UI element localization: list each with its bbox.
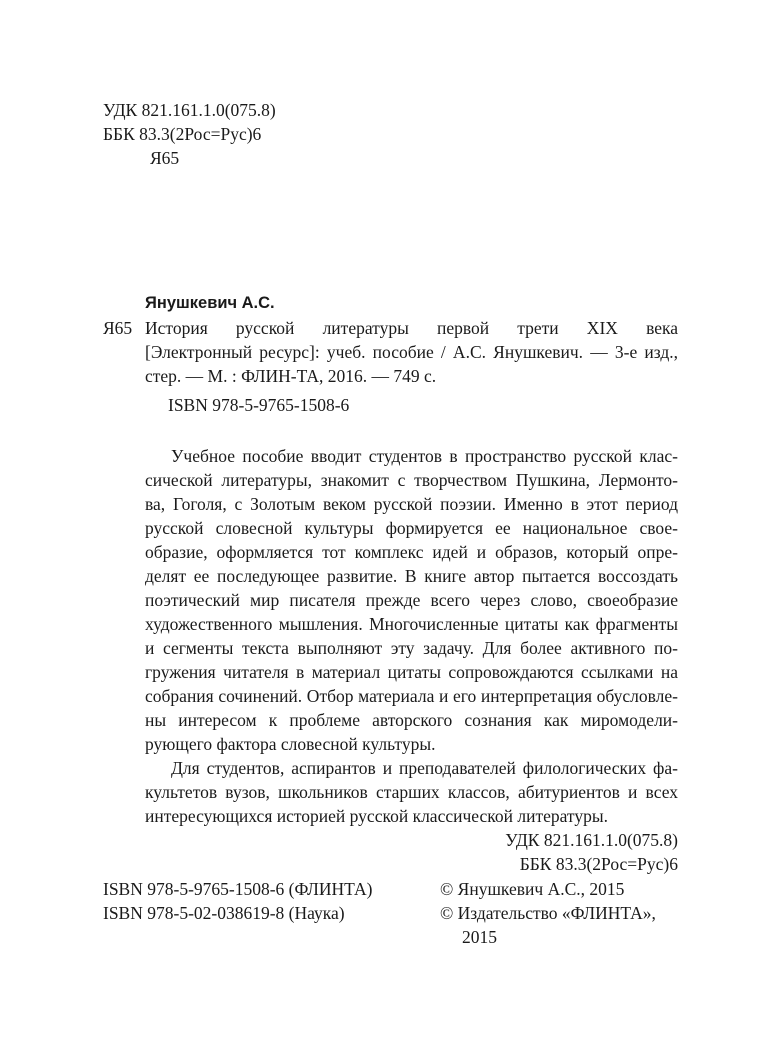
abstract-line: сической литературы, знакомит с творчеством Пушкина, Лермонто-	[145, 470, 678, 490]
abstract-line: делят ее последующее развитие. В книге автор пытается воссоздать	[145, 566, 678, 586]
abstract-line: русской словесной культуры формируется ее национальное свое-	[145, 518, 678, 538]
card-imprint-line: стер. — М. : ФЛИН-ТА, 2016. — 749 с.	[145, 366, 437, 386]
abstract-line: поэтический мир писателя прежде всего через слово, своеобразие	[145, 590, 678, 610]
card-isbn: ISBN 978-5-9765-1508-6	[168, 395, 350, 415]
author-mark-header: Я65	[150, 148, 180, 168]
card-author: Янушкевич А.С.	[145, 294, 275, 312]
bbk-header: ББК 83.3(2Рос=Рус)6	[103, 124, 262, 144]
audience-line: культетов вузов, школьников старших классов, абитуриентов и всех	[145, 782, 678, 802]
abstract-line: рующего фактора словесной культуры.	[145, 734, 436, 754]
copyright-publisher: © Издательство «ФЛИНТА»,	[440, 903, 656, 923]
card-author-mark: Я65	[103, 318, 133, 338]
audience-line: интересующихся историей русской классической литературы.	[145, 806, 608, 826]
isbn-flinta: ISBN 978-5-9765-1508-6 (ФЛИНТА)	[103, 879, 373, 899]
copyright-author: © Янушкевич А.С., 2015	[440, 879, 625, 899]
abstract	[145, 444, 678, 828]
udk-footer-code: УДК 821.161.1.0(075.8)	[505, 830, 678, 850]
abstract-line: ны интересом к проблеме авторского сознания как миромодели-	[145, 710, 678, 730]
abstract-line: образие, оформляется тот комплекс идей и образов, который опре-	[145, 542, 678, 562]
isbn-nauka: ISBN 978-5-02-038619-8 (Наука)	[103, 903, 345, 923]
copyright-year: 2015	[462, 927, 497, 947]
abstract-line: и сегменты текста выполняют эту задачу. Для более активного по-	[145, 638, 678, 658]
abstract-line: гружения читателя в материал цитаты сопровождаются ссылками на	[145, 662, 678, 682]
bbk-footer-code: ББК 83.3(2Рос=Рус)6	[519, 854, 678, 874]
abstract-line: собрания сочинений. Отбор материала и его интерпретация обусловле-	[145, 686, 678, 706]
abstract-line: Учебное пособие вводит студентов в пространство русской клас-	[171, 446, 678, 466]
card-title-line: История русской литературы первой трети XIX века	[145, 318, 678, 338]
card-resource-line: [Электронный ресурс]: учеб. пособие / А.С. Янушкевич. — 3-е изд.,	[145, 342, 678, 362]
abstract-line: ва, Гоголя, с Золотым веком русской поэзии. Именно в этот период	[145, 494, 678, 514]
audience-line: Для студентов, аспирантов и преподавателей филологических фа-	[171, 758, 678, 778]
udk-header: УДК 821.161.1.0(075.8)	[103, 100, 276, 120]
abstract-line: художественного мышления. Многочисленные цитаты как фрагменты	[145, 614, 678, 634]
